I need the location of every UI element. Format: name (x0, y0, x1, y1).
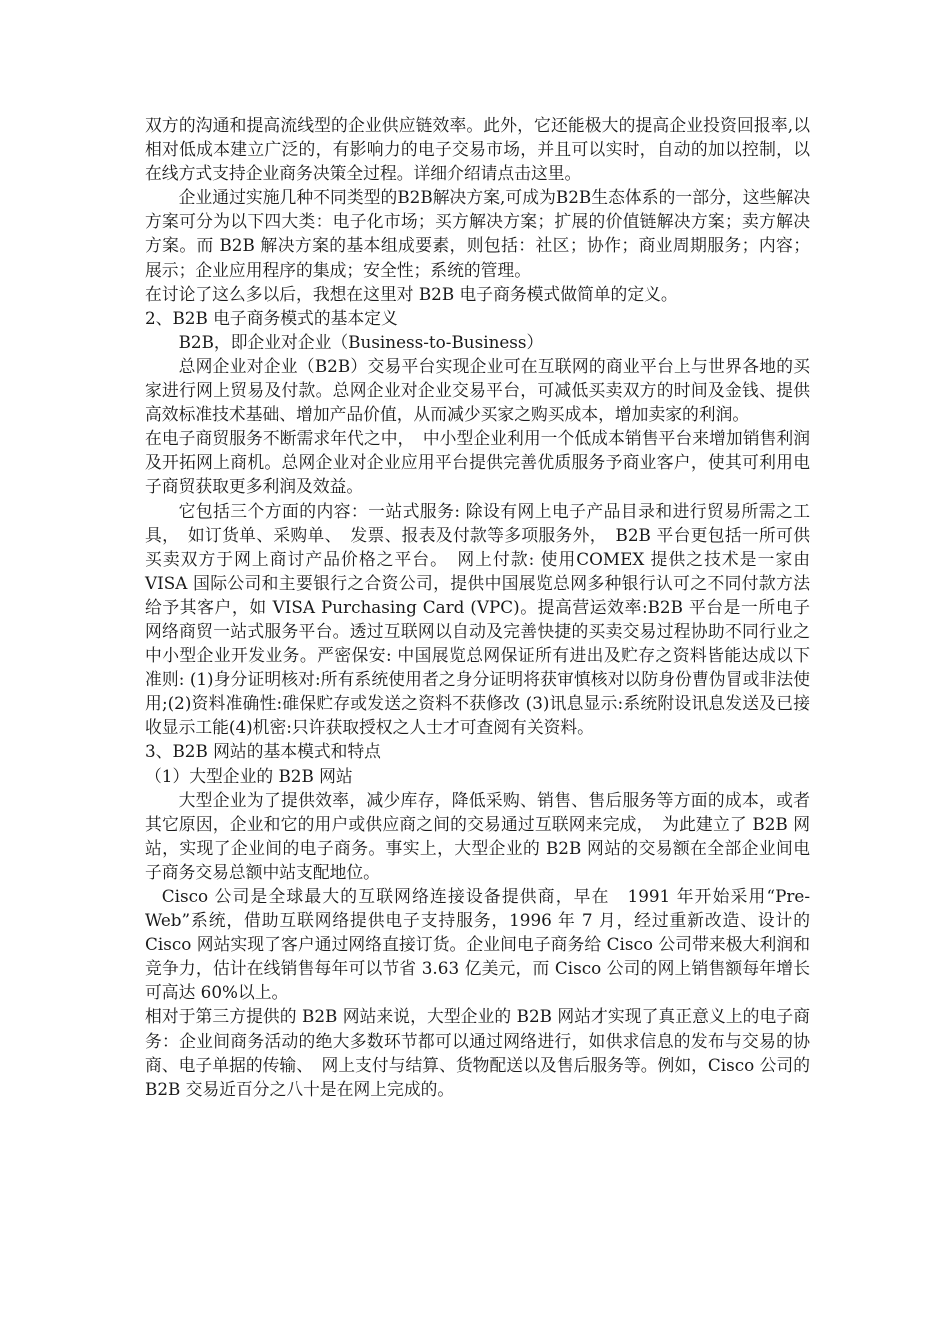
paragraph-cisco: Cisco 公司是全球最大的互联网络连接设备提供商，早在 1991 年开始采用“Pre-Web”系统，借助互联网络提供电子支持服务，1996 年 7 月，经过重新改造、设计的 Cisco 网站实现了客户通过网络直接订货。企业间电子商务给 Cisco 公司带来极大利润和竞争力，估计在线销售每年可以节省 3.63 亿美元，而 Cisco 公司的网上销售额每年增长可高达 60%以上。 (145, 886, 810, 1003)
document-body (145, 113, 810, 1101)
paragraph-definition-lead: 在讨论了这么多以后，我想在这里对 B2B 电子商务模式做简单的定义。 (145, 283, 678, 304)
paragraph-b2b-meaning: B2B，即企业对企业（Business-to-Business） (178, 331, 544, 352)
section-heading-2: 2、B2B 电子商务模式的基本定义 (145, 307, 398, 328)
paragraph-sme-platform: 在电子商贸服务不断需求年代之中， 中小型企业利用一个低成本销售平台来增加销售利润及开拓网上商机。总网企业对企业应用平台提供完善优质服务予商业客户，使其可利用电子商贸获取更多利润及效益。 (145, 428, 810, 497)
paragraph-large-enterprise: 大型企业为了提供效率，减少库存，降低采购、销售、售后服务等方面的成本，或者其它原因，企业和它的用户或供应商之间的交易通过互联网来完成， 为此建立了 B2B 网站，实现了企业间的电子商务。事实上，大型企业的 B2B 网站的交易额在全部企业间电子商务交易总额中站支配地位。 (145, 789, 810, 882)
paragraph-b2b-solutions: 企业通过实施几种不同类型的B2B解决方案,可成为B2B生态体系的一部分，这些解决方案可分为以下四大类：电子化市场；买方解决方案；扩展的价值链解决方案；卖方解决方案。而 B2B 解决方案的基本组成要素，则包括：社区；协作；商业周期服务；内容；展示；企业应用程序的集成；安全性；系统的管理。 (145, 187, 810, 280)
paragraph-comparison: 相对于第三方提供的 B2B 网站来说，大型企业的 B2B 网站才实现了真正意义上的电子商务：企业间商务活动的绝大多数环节都可以通过网络进行，如供求信息的发布与交易的协商、电子单据的传输、 网上支付与结算、货物配送以及售后服务等。例如，Cisco 公司的 B2B 交易近百分之八十是在网上完成的。 (145, 1006, 810, 1099)
paragraph-trading-platform: 总网企业对企业（B2B）交易平台实现企业可在互联网的商业平台上与世界各地的买家进行网上贸易及付款。总网企业对企业交易平台，可减低买卖双方的时间及金钱、提供高效标准技术基础、增加产品价值，从而减少买家之购买成本，增加卖家的利润。 (145, 355, 810, 425)
section-heading-3: 3、B2B 网站的基本模式和特点 (145, 741, 381, 762)
paragraph-intro-continuation: 双方的沟通和提高流线型的企业供应链效率。此外，它还能极大的提高企业投资回报率,以相对低成本建立广泛的，有影响力的电子交易市场，并且可以实时，自动的加以控制，以在线方式支持企业商务决策全过程。详细介绍请点击这里。 (145, 115, 810, 184)
subsection-heading-1: （1）大型企业的 B2B 网站 (145, 765, 353, 786)
paragraph-three-aspects: 它包括三个方面的内容：一站式服务: 除设有网上电子产品目录和进行贸易所需之工具， 如订货单、采购单、 发票、报表及付款等多项服务外， B2B 平台更包括一所可供买卖双方于网上商讨产品价格之平台。 网上付款: 使用COMEX 提供之技术是一家由 VISA 国际公司和主要银行之合资公司，提供中国展览总网多种银行认可之不同付款方法给予其客户，如 VISA Purchasing Card (VPC)。提高营运效率:B2B 平台是一所电子网络商贸一站式服务平台。透过互联网以自动及完善快捷的买卖交易过程协助不同行业之中小型企业开发业务。严密保安: 中国展览总网保证所有进出及贮存之资料皆能达成以下准则: (1)身分证明核对:所有系统使用者之身分证明将获审慎核对以防身份曹伪冒或非法使用;(2)资料准确性:碓保贮存或发送之资料不获修改 (3)讯息显示:系统附设讯息发送及已接收显示工能(4)机密:只许获取授权之人士才可查阅有关资料。 (145, 500, 810, 738)
